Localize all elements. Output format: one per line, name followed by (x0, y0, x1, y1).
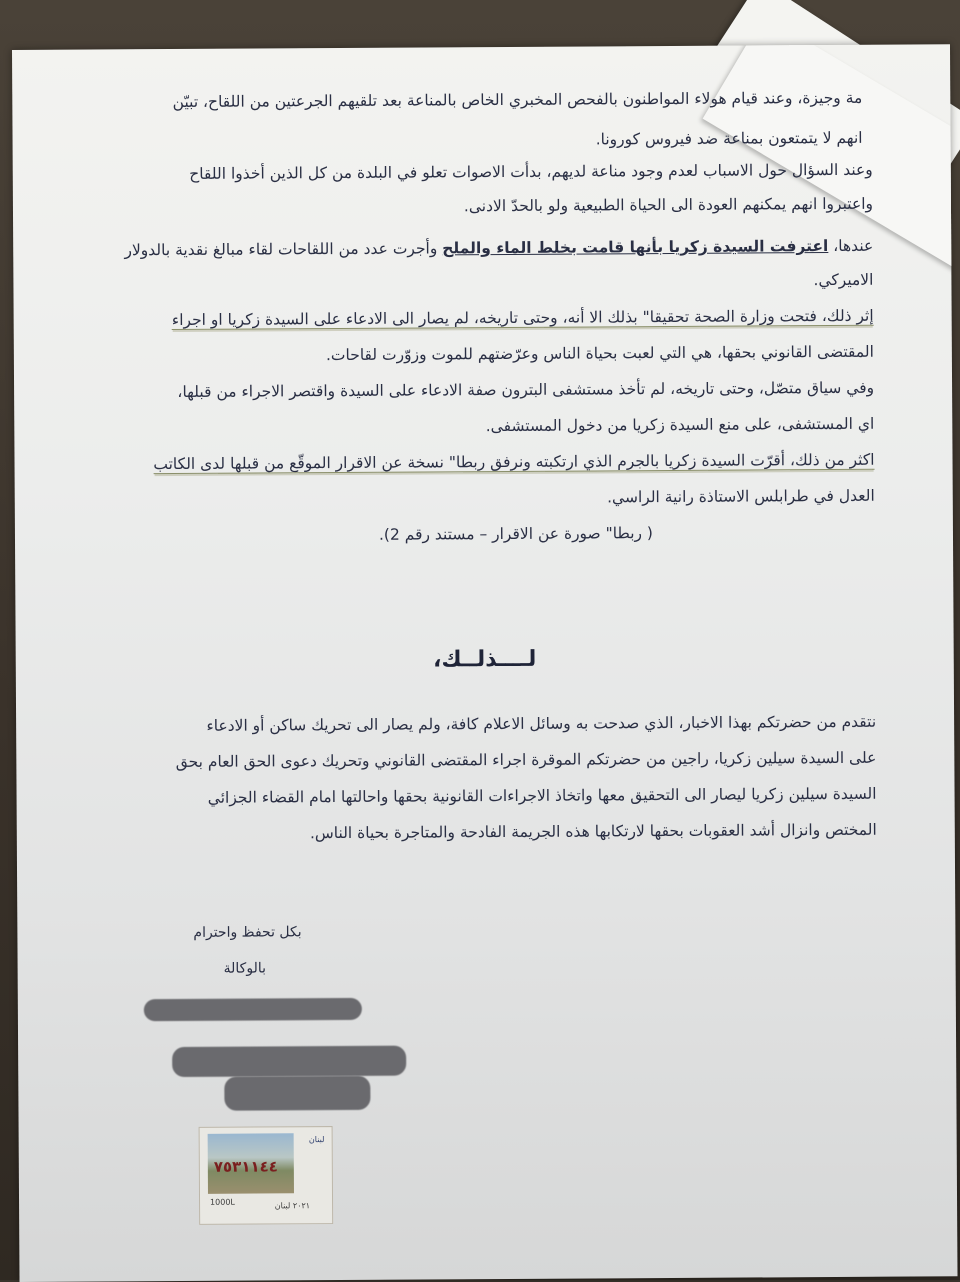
closing-paragraph-line: السيدة سيلين زكريا ليصار الى التحقيق معها واتخاذ الاجراءات القانونية بحقها واحالتها امام القضاء الجزائي (207, 784, 877, 807)
closing-paragraph-line: نتقدم من حضرتكم بهذا الاخبار، الذي صدحت به وسائل الاعلام كافة، ولم يصار الى تحريك ساكن أو الادعاء (206, 712, 877, 735)
closing-paragraph-line: على السيدة سيلين زكريا، راجين من حضرتكم الموقرة اجراء المقتضى القانوني وتحريك دعوى الحق العام بحق (175, 748, 877, 772)
paragraph-line: الاميركي. (813, 270, 874, 290)
signoff-line: بالوكالة (223, 960, 267, 977)
paragraph-line: اي المستشفى، على منع السيدة زكريا من دخول المستشفى. (485, 414, 875, 436)
paragraph-line: مة وجيزة، وعند قيام هولاء المواطنون بالفحص المخبري الخاص بالمناعة بعد تلقيهم الجرعتين من اللقاح، تبيّن (172, 88, 863, 112)
paragraph-line: ( ربطا" صورة عن الاقرار – مستند رقم 2). (378, 524, 654, 544)
closing-paragraph-line: المختص وانزال أشد العقوبات بحقها لارتكابها هذه الجريمة الفادحة والمتاجرة بحياة الناس. (309, 820, 877, 843)
highlighted-line: اكثر من ذلك، أقرّت السيدة زكريا بالجرم الذي ارتكبته ونرفق ربطا" نسخة عن الاقرار الموقّع من قبلها لدى الكاتب (153, 450, 875, 474)
paragraph-line: المقتضى القانوني بحقها، هي التي لعبت بحياة الناس وعرّضتهم للموت وزوّرت لقاحات. (325, 342, 874, 365)
paragraph-line (124, 237, 873, 260)
stamp-side-text: لبنان (308, 1135, 325, 1145)
redacted-name (144, 998, 362, 1021)
stamp-value: 1000L (210, 1197, 235, 1207)
stamp-bottom-text: ٢٠٢١ لبنان (274, 1201, 311, 1211)
paragraph-line: وفي سياق متصّل، وحتى تاريخه، لم تأخذ مستشفى البترون صفة الادعاء على السيدة واقتصر الاجراء من قبلها، (177, 378, 875, 401)
signoff-line: بكل تحفظ واحترام (193, 924, 302, 941)
line-prefix: عندها، (828, 236, 874, 256)
highlighted-line: إثر ذلك، فتحت وزارة الصحة تحقيقا" بذلك الا أنه، وحتى تاريخه، لم يصار الى الادعاء على السيدة زكريا او اجراء (171, 306, 874, 330)
paragraph-line: واعتبروا انهم يمكنهم العودة الى الحياة الطبيعية ولو بالحدّ الادنى. (463, 194, 874, 216)
redacted-signature (172, 1046, 406, 1077)
paragraph-line: انهم لا يتمتعون بمناعة ضد فيروس كورونا. (595, 128, 863, 149)
line-suffix: وأجرت عدد من اللقاحات لقاء مبالغ نقدية بالدولار (124, 239, 443, 260)
redacted-signature-lower (224, 1076, 370, 1111)
letter-page (12, 44, 958, 1282)
section-heading: لــــذلــك، (433, 646, 537, 673)
revenue-stamp (199, 1126, 334, 1225)
stamp-number: ٧٥٣١١٤٤ (213, 1157, 278, 1176)
paragraph-line: العدل في طرابلس الاستاذة رانية الراسي. (607, 486, 875, 507)
underlined-admission: اعترفت السيدة زكريا بأنها قامت بخلط الماء والملح (442, 237, 829, 258)
paragraph-line: وعند السؤال حول الاسباب لعدم وجود مناعة لديهم، بدأت الاصوات تعلو في البلدة من كل الذين أخذوا اللقاح (189, 160, 873, 183)
